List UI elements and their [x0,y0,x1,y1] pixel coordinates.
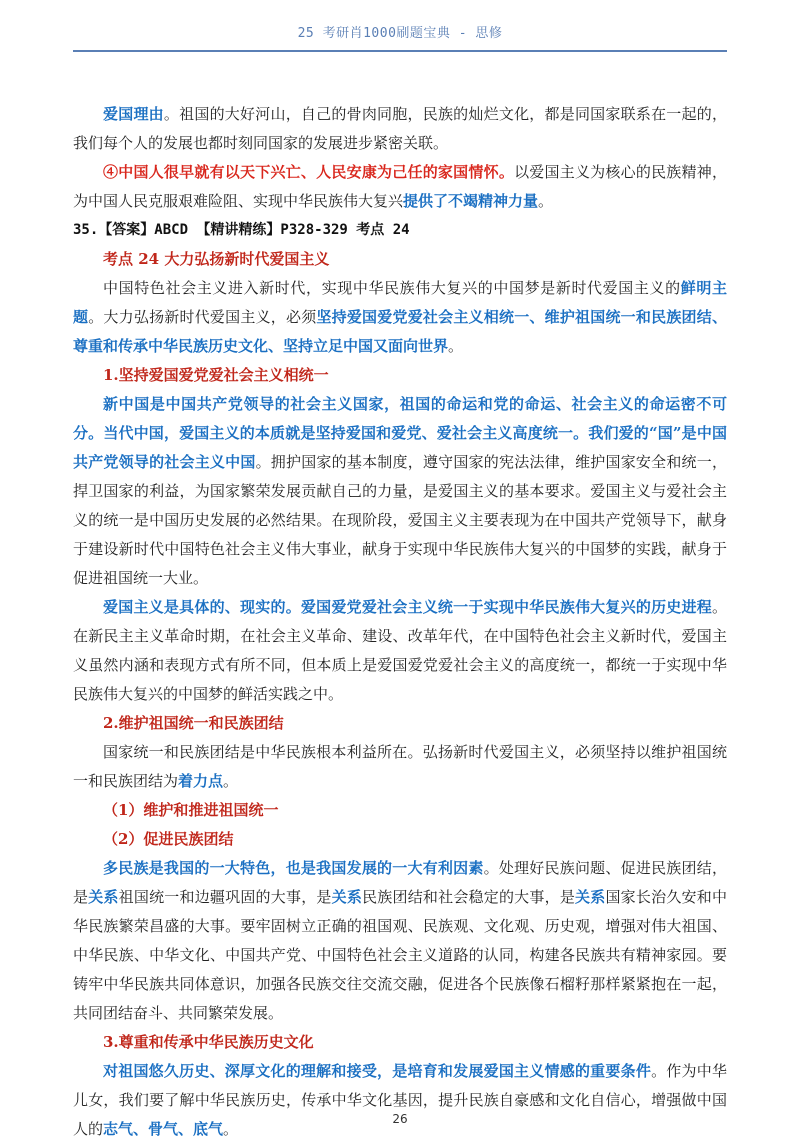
text: 。作为中华儿女，我们要了解中华民族历史，传承中华文化基因，提升民族自豪感和文化自信心，增强做中国人的 [73,1062,727,1138]
paragraph-6 [73,738,727,796]
page-content [73,100,727,1144]
text: 国家长治久安和中华民族繁荣昌盛的大事。要牢固树立正确的祖国观、民族观、文化观、历史观，增强对伟大祖国、中华民族、中华文化、中国共产党、中国特色社会主义道路的认同，构建各民族共有精神家园。要铸牢中华民族共同体意识，加强各民族交往交流交融，促进各个民族像石榴籽那样紧紧抱在一起，共同团结奋斗、共同繁荣发展。 [73,888,727,1022]
subheading-1: （1）维护和推进祖国统一 [103,801,279,819]
highlight: 关系 [331,888,363,906]
kaodian-title: 考点 24 大力弘扬新时代爱国主义 [103,250,330,268]
paragraph-4 [73,390,727,593]
section-heading-2: 2.维护祖国统一和民族团结 [103,714,284,732]
section-heading-3: 3.尊重和传承中华民族历史文化 [103,1033,314,1051]
paragraph-7 [73,854,727,1028]
paragraph-2 [73,158,727,216]
highlight: 志气、骨气、底气 [103,1120,224,1138]
text: 。处理好民族问题、促进民族团结，是 [73,859,727,906]
highlight: 着力点 [178,772,224,790]
highlight: 新中国是中国共产党领导的社会主义国家，祖国的命运和党的命运、社会主义的命运密不可分。当代中国，爱国主义的本质就是坚持爱国和爱党、爱社会主义高度统一。我们爱的“国”是中国共产党领导的社会主义中国 [73,395,727,471]
text: 以爱国主义为核心的民族精神，为中国人民克服艰难险阻、实现中华民族伟大复兴 [73,163,727,210]
highlight: 爱国主义是具体的、现实的。爱国爱党爱社会主义统一于实现中华民族伟大复兴的历史进程 [103,598,712,616]
highlight: 提供了不竭精神力量 [403,192,539,210]
paragraph-8 [73,1057,727,1144]
running-header: 25 考研肖1000刷题宝典 - 思修 [297,26,503,41]
text: 。 [448,337,464,355]
text: 。在新民主主义革命时期，在社会主义革命、建设、改革年代，在中国特色社会主义新时代，爱国主义虽然内涵和表现方式有所不同，但本质上是爱国爱党爱社会主义的高度统一，都统一于实现中华民族伟大复兴的中国梦的鲜活实践之中。 [73,598,727,703]
paragraph-5 [73,593,727,709]
text: 。拥护国家的基本制度，遵守国家的宪法法律，维护国家安全和统一，捍卫国家的利益，为国家繁荣发展贡献自己的力量，是爱国主义的基本要求。爱国主义与爱社会主义的统一是中国历史发展的必然结果。在现阶段，爱国主义主要表现为在中国共产党领导下，献身于建设新时代中国特色社会主义伟大事业，献身于实现中华民族伟大复兴的中国梦的实践，献身于促进祖国统一大业。 [73,453,727,587]
text: 。大力弘扬新时代爱国主义，必须 [88,308,317,326]
text: 。 [223,1120,239,1138]
section-heading-1: 1.坚持爱国爱党爱社会主义相统一 [103,366,329,384]
text: 。 [538,192,554,210]
paragraph-1 [73,100,727,158]
paragraph-3 [73,274,727,361]
text: 中国特色社会主义进入新时代，实现中华民族伟大复兴的中国梦是新时代爱国主义的 [103,279,681,297]
header-rule [73,50,727,52]
text: 民族团结和社会稳定的大事，是 [362,888,576,906]
subheading-2: （2）促进民族团结 [103,830,234,848]
highlight: 多民族是我国的一大特色，也是我国发展的一大有利因素 [103,859,484,877]
text: 祖国统一和边疆巩固的大事，是 [118,888,332,906]
page-number: 26 [392,1112,408,1126]
highlight: 爱国理由 [103,105,164,123]
text: 。祖国的大好河山，自己的骨肉同胞，民族的灿烂文化，都是同国家联系在一起的，我们每个人的发展也都时刻同国家的发展进步紧密关联。 [73,105,727,152]
highlight: 关系 [88,888,119,906]
answer-line: 35.【答案】ABCD 【精讲精练】P328-329 考点 24 [73,222,410,238]
highlight: 对祖国悠久历史、深厚文化的理解和接受，是培育和发展爱国主义情感的重要条件 [103,1062,652,1080]
highlight: 关系 [575,888,606,906]
text: 。 [223,772,239,790]
highlight-red: ④中国人很早就有以天下兴亡、人民安康为己任的家国情怀。 [103,163,515,181]
highlight: 鲜明主题 [73,279,727,326]
text: 国家统一和民族团结是中华民族根本利益所在。弘扬新时代爱国主义，必须坚持以维护祖国统一和民族团结为 [73,743,727,790]
highlight: 坚持爱国爱党爱社会主义相统一、维护祖国统一和民族团结、尊重和传承中华民族历史文化、坚持立足中国又面向世界 [73,308,727,355]
